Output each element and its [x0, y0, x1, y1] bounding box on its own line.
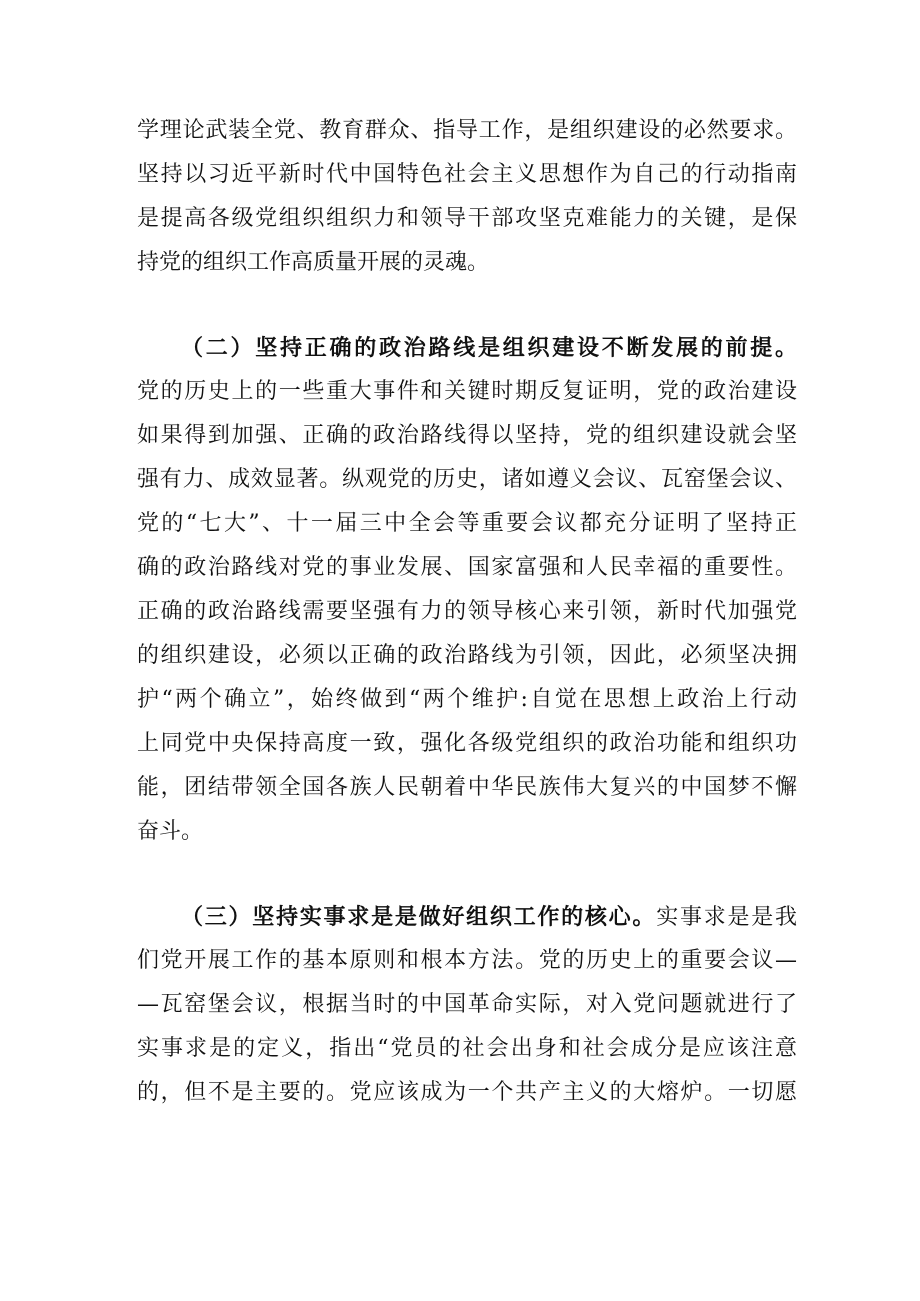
- text-line: 上同党中央保持高度一致，强化各级党组织的政治功能和组织功: [137, 731, 797, 756]
- text-line: 学理论武装全党、教育群众、指导工作，是组织建设的必然要求。: [137, 118, 797, 143]
- text-line: 护“两个确立”，始终做到“两个维护:自觉在思想上政治上行动: [137, 687, 797, 712]
- section-heading-3: （三）坚持实事求是是做好组织工作的核心。: [181, 904, 657, 930]
- text-line: 如果得到加强、正确的政治路线得以坚持，党的组织建设就会坚: [137, 423, 797, 448]
- section-heading-line-3: [137, 902, 797, 946]
- paragraph-2: [137, 333, 797, 861]
- text-line: 能，团结带领全国各族人民朝着中华民族伟大复兴的中国梦不懈: [137, 775, 797, 800]
- text-line: 们党开展工作的基本原则和根本方法。党的历史上的重要会议—: [137, 948, 797, 973]
- text-run: 实事求是是我: [656, 905, 797, 930]
- paragraph-gap: [137, 292, 797, 333]
- text-line: 是提高各级党组织组织力和领导干部攻坚克难能力的关键，是保: [137, 206, 797, 231]
- section-heading-2: （二）坚持正确的政治路线是组织建设不断发展的前提。: [181, 335, 797, 361]
- paragraph-gap: [137, 861, 797, 902]
- text-line: 的组织建设，必须以正确的政治路线为引领，因此，必须坚决拥: [137, 643, 797, 668]
- text-line: 的，但不是主要的。党应该成为一个共产主义的大熔炉。一切愿: [137, 1080, 797, 1105]
- text-line: 确的政治路线对党的事业发展、国家富强和人民幸福的重要性。: [137, 555, 797, 580]
- text-line: 强有力、成效显著。纵观党的历史，诸如遵义会议、瓦窑堡会议、: [137, 467, 797, 492]
- document-body: [137, 116, 797, 1122]
- text-line: 奋斗。: [137, 819, 204, 844]
- paragraph-3: [137, 902, 797, 1122]
- text-line: 正确的政治路线需要坚强有力的领导核心来引领，新时代加强党: [137, 599, 797, 624]
- text-line: —瓦窑堡会议，根据当时的中国革命实际，对入党问题就进行了: [137, 992, 797, 1017]
- text-line: 坚持以习近平新时代中国特色社会主义思想作为自己的行动指南: [137, 162, 797, 187]
- text-line: 实事求是的定义，指出“党员的社会出身和社会成分是应该注意: [137, 1036, 797, 1061]
- text-line: 党的“七大”、十一届三中全会等重要会议都充分证明了坚持正: [137, 511, 797, 536]
- paragraph-1: [137, 116, 797, 292]
- text-line: 党的历史上的一些重大事件和关键时期反复证明，党的政治建设: [137, 379, 797, 404]
- text-line: 持党的组织工作高质量开展的灵魂。: [137, 250, 490, 275]
